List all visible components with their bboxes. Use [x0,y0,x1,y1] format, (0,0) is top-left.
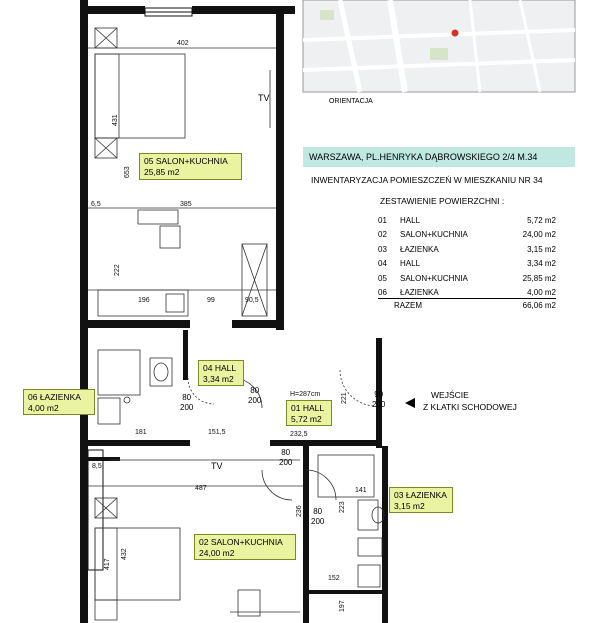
dimension: 223 [339,501,346,513]
door-label: 80 200 [248,386,262,405]
room-name: 03 ŁAZIENKA [394,490,447,500]
row-area: 25,85 m2 [522,273,556,283]
dimension: 236 [296,505,303,517]
dimension: 432 [121,548,128,560]
dimension: 653 [124,166,131,178]
dimension: 6,5 [91,201,101,208]
door-label: 90 200 [372,390,386,409]
walls [80,0,388,623]
entrance-line1: WEJŚCIE [431,390,469,400]
dimension: 431 [112,114,119,126]
row-number: 03 [378,244,387,254]
row-name: SALON+KUCHNIA [400,273,468,283]
dimension: 141 [355,487,367,494]
row-area: 4,00 m2 [527,288,556,298]
dimension: 197 [339,600,346,612]
room-area: 3,15 m2 [394,501,425,511]
row-name: SALON+KUCHNIA [400,230,468,240]
room-name: 06 ŁAZIENKA [28,392,81,402]
dimension: 402 [177,40,189,47]
row-area: 3,15 m2 [527,244,556,254]
dimension: 385 [180,201,192,208]
orientation-map [303,0,575,92]
dimension: 99 [207,297,215,304]
row-name: ŁAZIENKA [400,244,439,254]
dimension: 222 [114,264,121,276]
room-name: 05 SALON+KUCHNIA [144,156,228,166]
inventory-title: INWENTARYZACJA POMIESZCZEŃ W MIESZKANIU NR 34 [311,175,543,185]
table-row [378,228,556,243]
dimension: 8,5 [92,463,102,470]
surfaces-title: ZESTAWIENIE POWIERZCHNI : [380,196,505,206]
total-row [378,298,556,310]
dimension: H=287cm [290,391,321,398]
row-name: ŁAZIENKA [400,288,439,298]
dimension: 417 [104,558,111,570]
table-row [378,271,556,286]
entrance-label [423,389,517,413]
dimension: 232,5 [290,431,308,438]
row-number: 04 [378,259,387,269]
room-area: 4,00 m2 [28,403,59,413]
door-label: 80 200 [311,507,325,526]
entrance-line2: Z KLATKI SCHODOWEJ [423,402,517,412]
surfaces-table [378,213,556,300]
tv-label: TV [211,461,223,471]
room-name: 04 HALL [203,363,237,373]
room-area: 5,72 m2 [291,414,322,424]
entrance-arrow-icon [405,398,415,408]
dimension: 196 [138,297,150,304]
orientation-label: ORIENTACJA [329,98,373,105]
total-area: 66,06 m2 [522,301,556,310]
address-banner: WARSZAWA, PL.HENRYKA DĄBROWSKIEGO 2/4 M.34 [303,147,575,167]
table-row [378,257,556,272]
row-number: 01 [378,215,387,225]
tv-label: TV [258,93,270,103]
row-name: HALL [400,215,421,225]
row-number: 02 [378,230,387,240]
room-label-01 [286,400,332,426]
row-area: 5,72 m2 [527,215,556,225]
room-label-04 [198,360,244,386]
row-area: 24,00 m2 [522,230,556,240]
door-label: 80 200 [180,393,194,412]
dimension: 90,5 [245,297,259,304]
table-row [378,213,556,228]
row-number: 06 [378,288,387,298]
room-label-02 [194,534,296,560]
room-label-05 [139,153,242,180]
row-area: 3,34 m2 [527,259,556,269]
dimension: 151,5 [208,429,226,436]
location-pin-icon [452,30,459,37]
dimension: 152 [328,575,340,582]
room-name: 01 HALL [291,403,325,413]
table-row [378,242,556,257]
dimension: 221 [341,392,348,404]
total-label: RAZEM [394,301,422,310]
row-number: 05 [378,273,387,283]
room-area: 3,34 m2 [203,374,234,384]
dimension: 487 [195,485,207,492]
room-area: 24,00 m2 [199,548,235,558]
row-name: HALL [400,259,421,269]
door-label: 80 200 [279,448,293,467]
room-area: 25,85 m2 [144,167,180,177]
room-label-06 [23,389,95,415]
room-name: 02 SALON+KUCHNIA [199,537,283,547]
room-label-03 [389,487,453,513]
dimension: 181 [135,429,147,436]
